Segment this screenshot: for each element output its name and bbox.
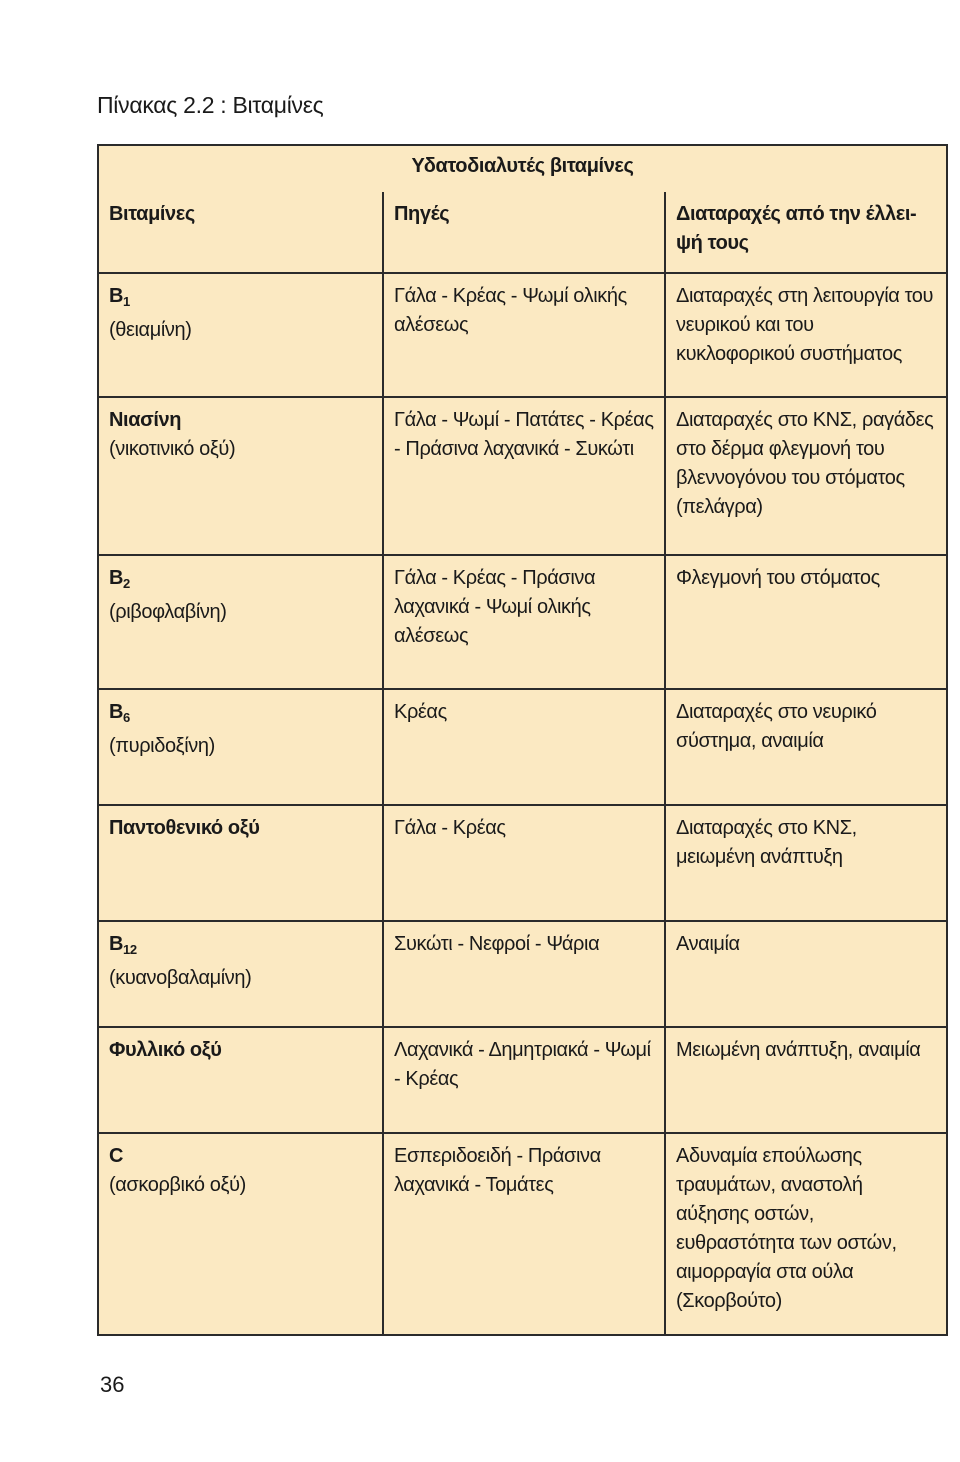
vitamin-subscript: 1 — [123, 294, 130, 309]
vitamin-subscript: 12 — [123, 942, 137, 957]
column-header-sources: Πηγές — [383, 192, 665, 273]
vitamin-cell — [98, 1133, 383, 1335]
disorders-cell: Αναιμία — [665, 921, 947, 1027]
sources-cell: Γάλα - Κρέας - Πράσινα λαχανικά - Ψωμί ολικής αλέσεως — [383, 555, 665, 689]
vitamin-name: B — [109, 701, 124, 723]
column-header-vitamins: Βιταμίνες — [98, 192, 383, 273]
vitamin-subscript: 2 — [123, 576, 130, 591]
disorders-cell: Διαταραχές στο ΚΝΣ, μειωμένη ανάπτυξη — [665, 805, 947, 921]
sources-cell: Εσπεριδοειδή - Πράσινα λαχανικά - Τομάτες — [383, 1133, 665, 1335]
disorders-cell: Διαταραχές στη λειτουργία του νευρικού και του κυκλοφορικού συστήματος — [665, 273, 947, 397]
vitamin-cell — [98, 805, 383, 921]
sources-cell: Γάλα - Κρέας - Ψωμί ολικής αλέσεως — [383, 273, 665, 397]
sources-cell: Γάλα - Ψωμί - Πατάτες - Κρέας - Πράσινα λαχανικά - Συκώτι — [383, 397, 665, 555]
sources-cell: Λαχανικά - Δημητριακά - Ψωμί - Κρέας — [383, 1027, 665, 1133]
vitamin-cell — [98, 921, 383, 1027]
disorders-cell: Αδυναμία επούλωσης τραυμάτων, αναστολή αύξησης οστών, ευθραστότητα των οστών, αιμορραγία στα ούλα (Σκορβούτο) — [665, 1133, 947, 1335]
vitamins-table — [97, 144, 948, 1336]
disorders-cell: Φλεγμονή του στόματος — [665, 555, 947, 689]
vitamin-cell — [98, 555, 383, 689]
table-row — [98, 397, 947, 555]
vitamin-cell — [98, 273, 383, 397]
vitamin-cell — [98, 1027, 383, 1133]
vitamin-name: B — [109, 933, 124, 955]
vitamin-detail: (θειαμίνη) — [109, 319, 192, 341]
vitamin-cell — [98, 397, 383, 555]
vitamin-detail: (κυανοβαλαμίνη) — [109, 967, 252, 989]
vitamin-detail: (νικοτινικό οξύ) — [109, 438, 236, 460]
vitamin-cell — [98, 689, 383, 805]
disorders-cell: Διαταραχές στο ΚΝΣ, ραγάδες στο δέρμα φλεγμονή του βλεννογόνου του στόματος (πελάγρα) — [665, 397, 947, 555]
table-row — [98, 1027, 947, 1133]
sources-cell: Κρέας — [383, 689, 665, 805]
vitamin-detail: (πυριδοξίνη) — [109, 735, 215, 757]
table-row — [98, 689, 947, 805]
disorders-cell: Διαταραχές στο νευρικό σύστημα, αναιμία — [665, 689, 947, 805]
vitamin-name: Παντοθενικό οξύ — [109, 817, 260, 839]
vitamin-name: Φυλλικό οξύ — [109, 1039, 222, 1061]
sources-cell: Γάλα - Κρέας — [383, 805, 665, 921]
disorders-cell: Μειωμένη ανάπτυξη, αναιμία — [665, 1027, 947, 1133]
vitamin-name: B — [109, 567, 124, 589]
vitamin-name: C — [109, 1145, 124, 1167]
page-number: 36 — [100, 1372, 125, 1397]
sources-cell: Συκώτι - Νεφροί - Ψάρια — [383, 921, 665, 1027]
vitamin-name: Νιασίνη — [109, 409, 182, 431]
column-header-disorders: Διαταραχές από την έλλει-ψή τους — [665, 192, 947, 273]
vitamin-detail: (ασκορβικό οξύ) — [109, 1174, 246, 1196]
table-caption: Πίνακας 2.2 : Βιταμίνες — [97, 92, 324, 118]
vitamin-name: B — [109, 285, 124, 307]
table-row — [98, 273, 947, 397]
table-row — [98, 921, 947, 1027]
vitamin-subscript: 6 — [123, 710, 130, 725]
table-row — [98, 555, 947, 689]
vitamin-detail: (ριβοφλαβίνη) — [109, 601, 227, 623]
group-header: Υδατοδιαλυτές βιταμίνες — [98, 145, 947, 192]
table-row — [98, 805, 947, 921]
table-row — [98, 1133, 947, 1335]
